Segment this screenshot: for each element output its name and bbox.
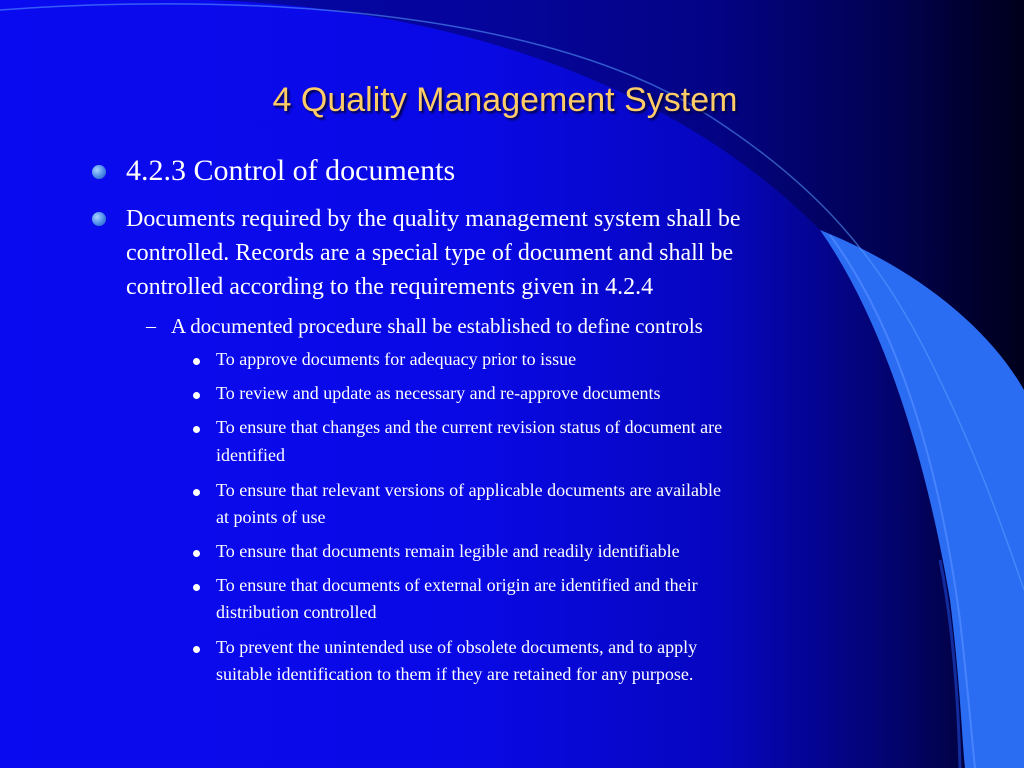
small-bullet-icon: [193, 358, 200, 365]
control-item-changes-line-2: identified: [216, 445, 285, 465]
control-item-legible: To ensure that documents remain legible and readily identifiable: [216, 541, 680, 561]
slide-title: 4 Quality Management System: [272, 81, 738, 119]
bullet-documents-required-line-3: controlled according to the requirements given in 4.2.4: [126, 274, 654, 300]
control-item-review: To review and update as necessary and re-approve documents: [216, 383, 661, 403]
control-item-versions-line-2: at points of use: [216, 507, 326, 527]
control-item-changes-line-1: To ensure that changes and the current revision status of document are: [216, 417, 723, 437]
dash-bullet-icon: –: [146, 315, 156, 337]
bullet-control-of-documents: 4.2.3 Control of documents: [126, 154, 456, 187]
small-bullet-icon: [193, 489, 200, 496]
small-bullet-icon: [193, 426, 200, 433]
bullet-icon: [92, 165, 106, 179]
control-item-external-line-1: To ensure that documents of external origin are identified and their: [216, 575, 698, 595]
control-item-obsolete-line-2: suitable identification to them if they are retained for any purpose.: [216, 664, 694, 684]
bullet-icon: [92, 212, 106, 226]
bullet-documents-required-line-1: Documents required by the quality management system shall be: [126, 206, 741, 232]
control-item-obsolete-line-1: To prevent the unintended use of obsolete documents, and to apply: [216, 637, 698, 657]
small-bullet-icon: [193, 646, 200, 653]
small-bullet-icon: [193, 584, 200, 591]
control-item-versions-line-1: To ensure that relevant versions of applicable documents are available: [216, 480, 722, 500]
control-item-approve: To approve documents for adequacy prior to issue: [216, 349, 577, 369]
bullet-documents-required-line-2: controlled. Records are a special type of document and shall be: [126, 240, 734, 266]
small-bullet-icon: [193, 550, 200, 557]
control-item-external-line-2: distribution controlled: [216, 602, 377, 622]
sub-bullet-documented-procedure: A documented procedure shall be established to define controls: [171, 314, 703, 338]
small-bullet-icon: [193, 392, 200, 399]
